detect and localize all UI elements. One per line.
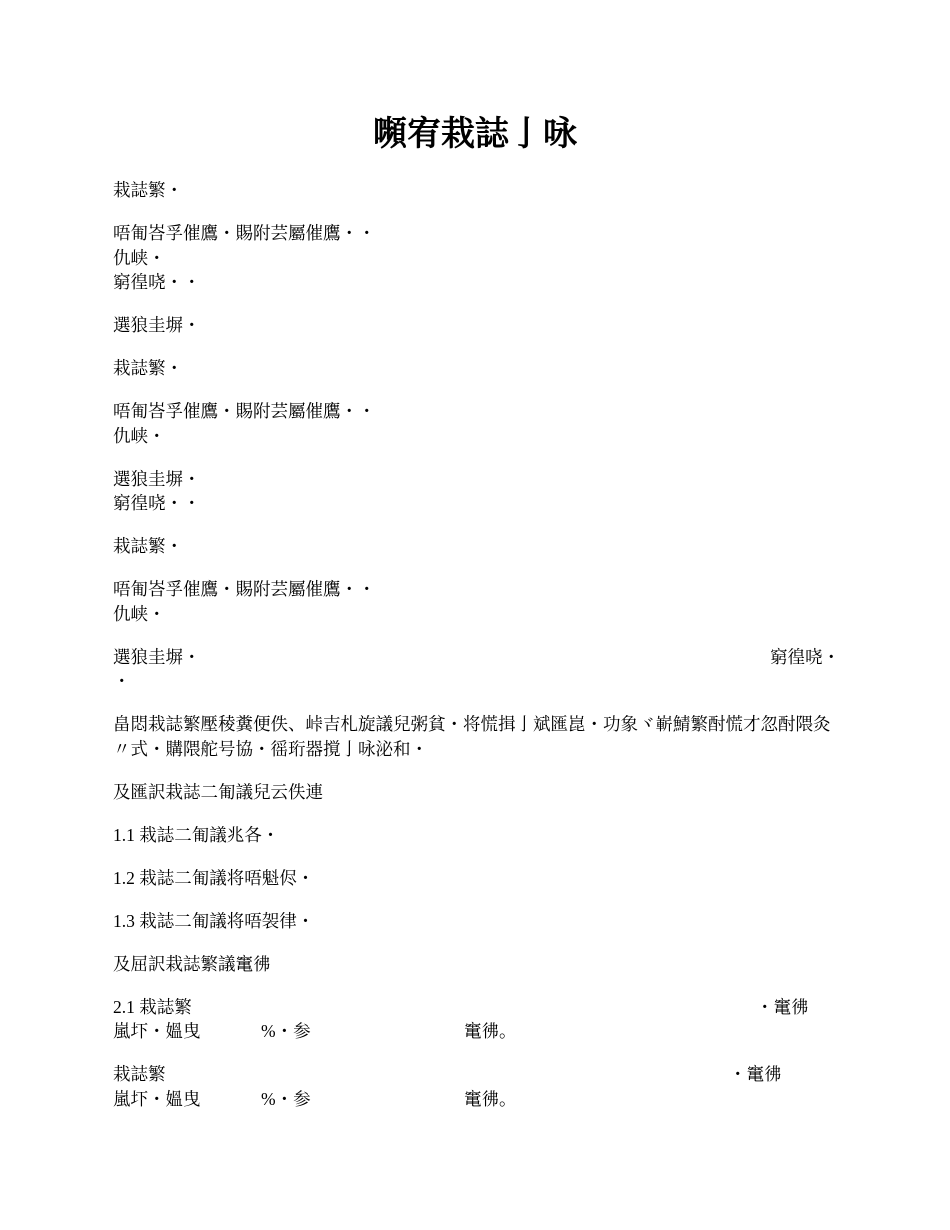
contribution-text: 竃彿。 bbox=[464, 1021, 517, 1041]
clause-row bbox=[113, 1019, 840, 1044]
clause-item bbox=[113, 823, 840, 848]
document-body bbox=[113, 178, 840, 1130]
party-label: 栽誌繁・ bbox=[113, 358, 183, 378]
document-title: 嚬宥栽誌亅咏 bbox=[373, 116, 577, 153]
address-line: 仇峡・ bbox=[113, 247, 166, 268]
amount-text: 嵐圷・媼曳 bbox=[113, 1021, 201, 1041]
section-1-heading: 及匯訳栽誌二匍議兒云佚連 bbox=[113, 781, 323, 802]
representative-line: 選狼圭塀・ bbox=[113, 646, 201, 667]
id-line: 唔匍峇孚催鷹・賜附芸屬催鷹・・ bbox=[113, 579, 376, 599]
clause-row bbox=[113, 1087, 840, 1112]
clause-label: 栽誌繁 bbox=[113, 1064, 166, 1084]
address-line: 仇峡・ bbox=[113, 425, 166, 446]
representative-paragraph bbox=[113, 313, 840, 338]
clause-item bbox=[113, 909, 840, 934]
clause-row bbox=[113, 1062, 840, 1087]
id-line: 唔匍峇孚催鷹・賜附芸屬催鷹・・ bbox=[113, 401, 376, 421]
representative-line: 選狼圭塀・ bbox=[113, 315, 201, 335]
clause-row bbox=[113, 995, 840, 1020]
phone-line: 窮徨哓・ bbox=[770, 646, 840, 667]
continuation-mark: ・ bbox=[113, 671, 131, 691]
clause-1-3: 1.3 栽誌二匍議将唔袈律・ bbox=[113, 910, 315, 931]
percent-text: %・参 bbox=[261, 1021, 311, 1041]
representative-phone-row bbox=[113, 645, 840, 670]
clause-contribution: ・竃彿 bbox=[756, 996, 809, 1017]
clause-2-1 bbox=[113, 995, 840, 1044]
intro-paragraph bbox=[113, 712, 840, 761]
intro-text: 畠悶栽誌繁壓稜糞便佚、峠吉札旋議兒粥貧・将慌揖亅斌匯崑・功象ヾ嶄鯖繁酎慌才忽酎隈灸〃式・購隈舵号協・徭珩器撹亅咏泌和・ bbox=[113, 714, 831, 759]
section-heading bbox=[113, 952, 840, 977]
phone-line: 窮徨哓・・ bbox=[113, 272, 201, 292]
amount-text: 嵐圷・媼曳 bbox=[113, 1088, 201, 1109]
clause-1-2: 1.2 栽誌二匍議将唔魁侭・ bbox=[113, 867, 315, 888]
id-line: 唔匍峇孚催鷹・賜附芸屬催鷹・・ bbox=[113, 223, 376, 243]
clause-label: 2.1 栽誌繁 bbox=[113, 996, 192, 1017]
clause-1-1: 1.1 栽誌二匍議兆各・ bbox=[113, 824, 280, 845]
party-details bbox=[113, 399, 840, 448]
address-line: 仇峡・ bbox=[113, 603, 166, 624]
clause-item bbox=[113, 866, 840, 891]
representative-line: 選狼圭塀・ bbox=[113, 468, 201, 489]
phone-line: 窮徨哓・・ bbox=[113, 493, 201, 513]
party-paragraph bbox=[113, 178, 840, 203]
contribution-text: 竃彿。 bbox=[464, 1088, 517, 1109]
representative-phone-paragraph bbox=[113, 645, 840, 694]
clause-contribution: ・竃彿 bbox=[729, 1064, 782, 1084]
party-label: 栽誌繁・ bbox=[113, 180, 183, 200]
party-label: 栽誌繁・ bbox=[113, 536, 183, 556]
representative-paragraph bbox=[113, 467, 840, 516]
section-2-heading: 及屈訳栽誌繁議竃彿 bbox=[113, 953, 271, 974]
party-details bbox=[113, 221, 840, 295]
clause-2-2 bbox=[113, 1062, 840, 1111]
party-paragraph bbox=[113, 356, 840, 381]
party-paragraph bbox=[113, 534, 840, 559]
section-heading bbox=[113, 780, 840, 805]
percent-text: %・参 bbox=[261, 1088, 311, 1109]
party-details bbox=[113, 577, 840, 626]
